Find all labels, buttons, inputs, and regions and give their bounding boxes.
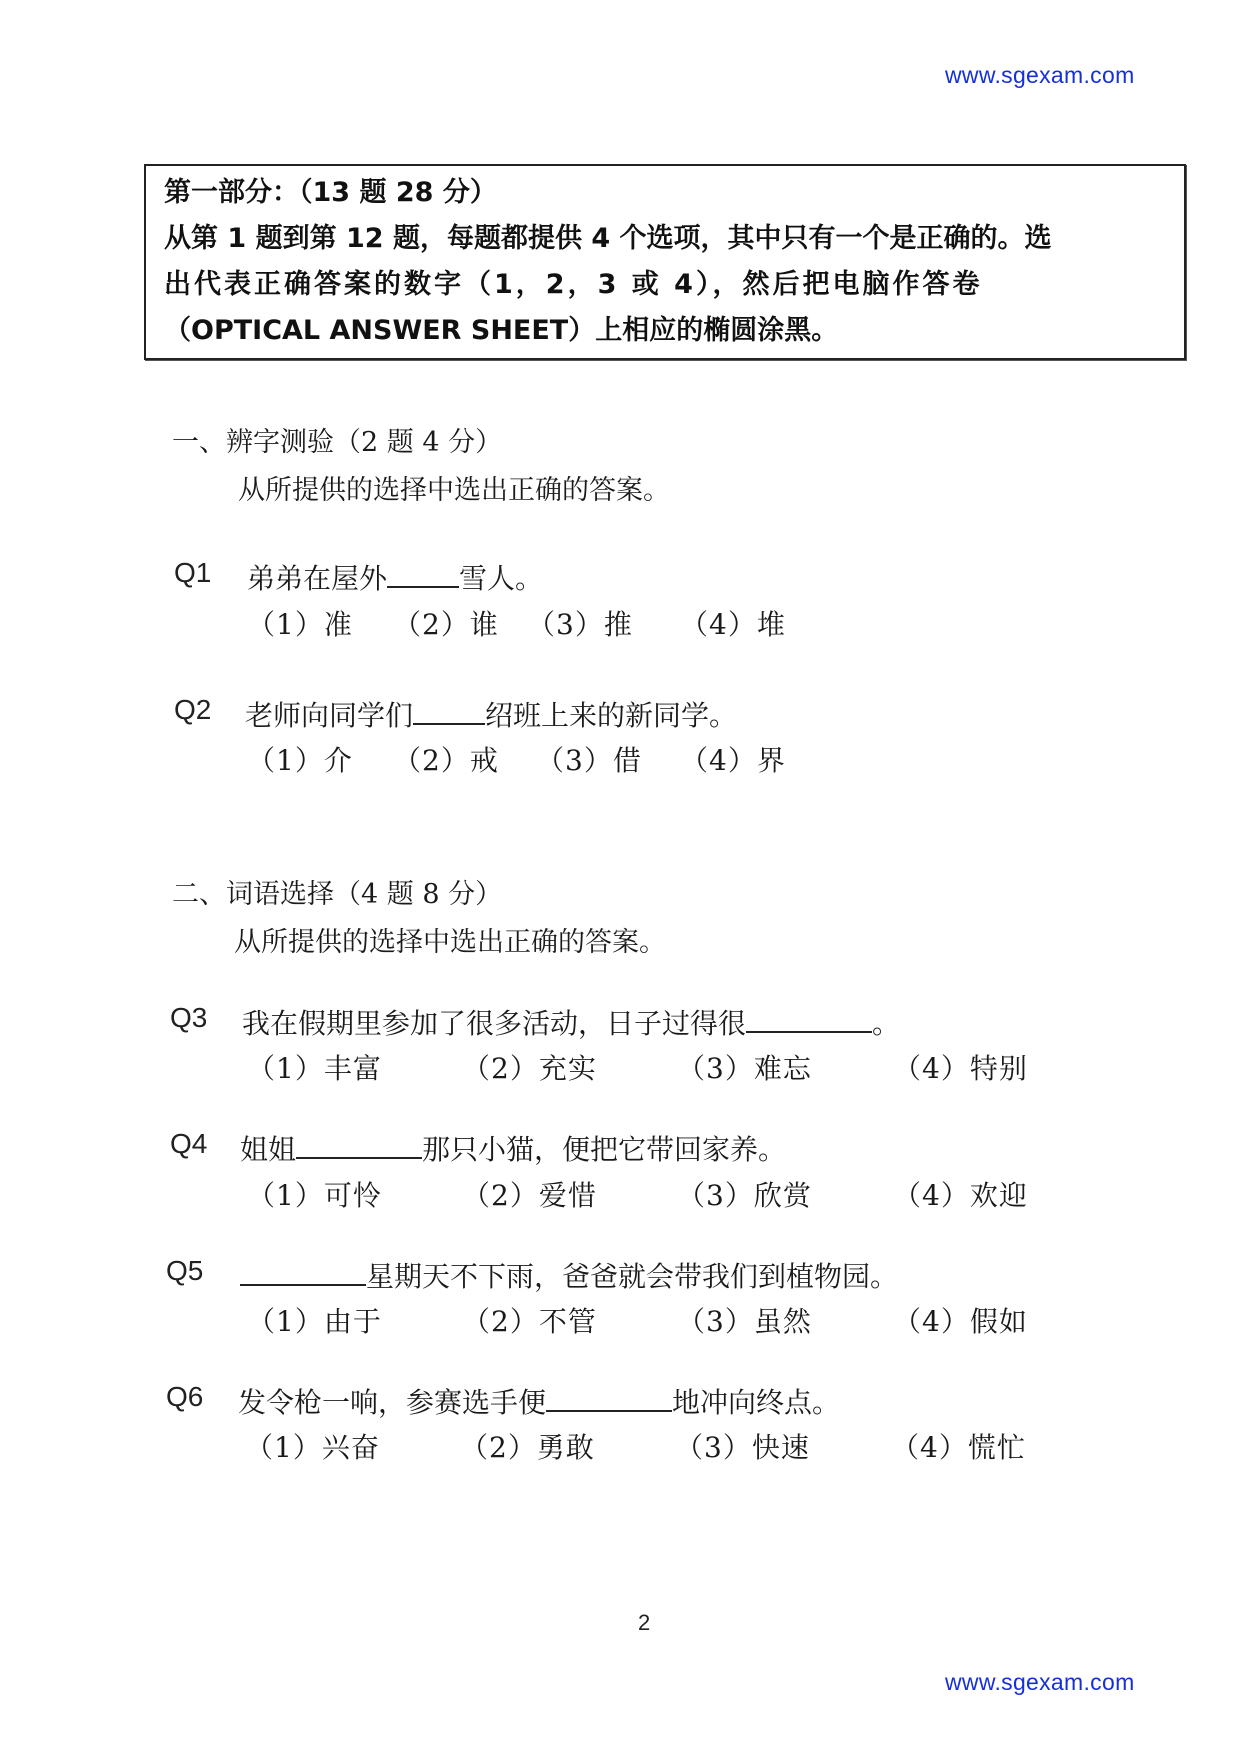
option-2: （2）充实 xyxy=(462,1052,597,1085)
section-1-title: 一、辨字测验（2 题 4 分） xyxy=(172,427,503,458)
question-text-before: 弟弟在屋外 xyxy=(247,562,388,595)
answer-blank xyxy=(387,564,459,588)
question-text-before: 姐姐 xyxy=(240,1133,297,1166)
option-4: （4）慌忙 xyxy=(891,1431,1026,1464)
option-4: （4）界 xyxy=(680,744,786,777)
question-number: Q1 xyxy=(174,557,212,588)
instructions-line-4: （OPTICAL ANSWER SHEET）上相应的椭圆涂黑。 xyxy=(164,315,839,346)
answer-blank xyxy=(546,1388,672,1412)
option-2: （2）爱惜 xyxy=(462,1179,597,1212)
question-text-before: 老师向同学们 xyxy=(245,699,414,732)
option-4: （4）假如 xyxy=(893,1305,1028,1338)
instructions-line-1: 第一部分：（13 题 28 分） xyxy=(164,177,497,208)
question-text-after: 星期天不下雨，爸爸就会带我们到植物园。 xyxy=(366,1260,899,1293)
question-text-before: 我在假期里参加了很多活动，日子过得很 xyxy=(242,1007,747,1040)
question-number: Q4 xyxy=(170,1128,208,1159)
question-text-before: 发令枪一响，参赛选手便 xyxy=(238,1386,547,1419)
option-1: （1）准 xyxy=(247,608,353,641)
option-2: （2）不管 xyxy=(462,1305,597,1338)
option-3: （3）欣赏 xyxy=(677,1179,812,1212)
instructions-line-3: 出代表正确答案的数字（1，2，3 或 4），然后把电脑作答卷 xyxy=(164,269,983,300)
option-1: （1）介 xyxy=(247,744,353,777)
question-text xyxy=(242,1002,900,1042)
option-3: （3）推 xyxy=(527,608,633,641)
option-4: （4）堆 xyxy=(680,608,786,641)
question-text xyxy=(240,1255,898,1295)
question-text xyxy=(238,1381,840,1421)
option-1: （1）可怜 xyxy=(247,1179,382,1212)
option-2: （2）戒 xyxy=(393,744,499,777)
question-number: Q6 xyxy=(166,1381,204,1412)
question-text-after: 绍班上来的新同学。 xyxy=(485,699,738,732)
instructions-line-2: 从第 1 题到第 12 题，每题都提供 4 个选项，其中只有一个是正确的。选 xyxy=(164,223,1052,254)
watermark-url-top[interactable]: www.sgexam.com xyxy=(945,62,1135,88)
question-text xyxy=(245,694,737,734)
question-text xyxy=(240,1128,786,1168)
option-3: （3）快速 xyxy=(675,1431,810,1464)
section-1-subtitle: 从所提供的选择中选出正确的答案。 xyxy=(238,475,670,506)
option-1: （1）兴奋 xyxy=(245,1431,380,1464)
section-2-title: 二、词语选择（4 题 8 分） xyxy=(172,879,503,910)
question-text-after: 雪人。 xyxy=(459,562,544,595)
question-text-after: 那只小猫，便把它带回家养。 xyxy=(422,1133,787,1166)
question-text-after: 地冲向终点。 xyxy=(672,1386,841,1419)
answer-blank xyxy=(746,1009,872,1033)
section-2-subtitle: 从所提供的选择中选出正确的答案。 xyxy=(234,927,666,958)
answer-blank xyxy=(296,1135,422,1159)
instructions-box xyxy=(144,164,1186,360)
option-3: （3）借 xyxy=(536,744,642,777)
question-number: Q5 xyxy=(166,1255,204,1286)
option-3: （3）虽然 xyxy=(677,1305,812,1338)
answer-blank xyxy=(240,1262,366,1286)
watermark-url-bottom[interactable]: www.sgexam.com xyxy=(945,1669,1135,1695)
question-text xyxy=(247,557,543,597)
question-number: Q3 xyxy=(170,1002,208,1033)
question-text-after: 。 xyxy=(872,1007,901,1040)
option-1: （1）丰富 xyxy=(247,1052,382,1085)
option-4: （4）特别 xyxy=(893,1052,1028,1085)
page-number: 2 xyxy=(638,1610,651,1635)
option-2: （2）谁 xyxy=(393,608,499,641)
option-2: （2）勇敢 xyxy=(460,1431,595,1464)
option-3: （3）难忘 xyxy=(677,1052,812,1085)
question-number: Q2 xyxy=(174,694,212,725)
option-1: （1）由于 xyxy=(247,1305,382,1338)
answer-blank xyxy=(413,701,485,725)
option-4: （4）欢迎 xyxy=(893,1179,1028,1212)
